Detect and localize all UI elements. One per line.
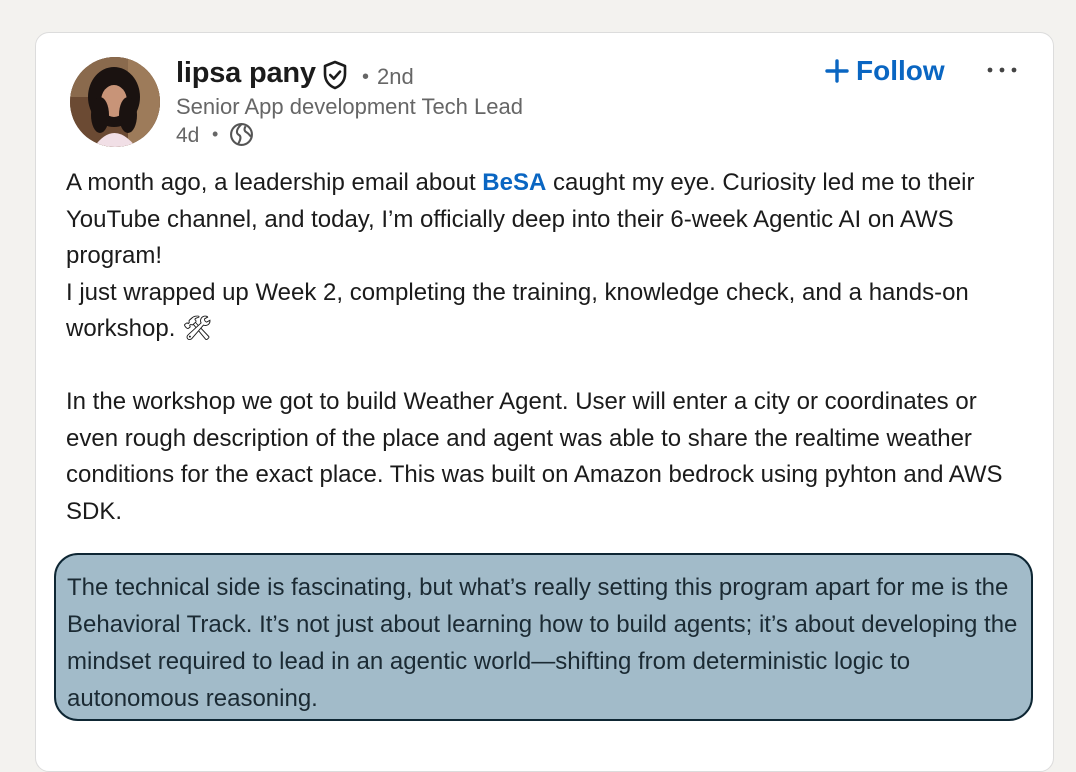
time-separator: • bbox=[212, 124, 219, 144]
ellipsis-icon[interactable] bbox=[984, 55, 1020, 85]
post-age: 4d bbox=[176, 124, 200, 147]
paragraph-gap bbox=[66, 348, 1021, 385]
para1-start: A month ago, a leadership email about bbox=[66, 169, 483, 196]
highlighted-passage bbox=[54, 553, 1033, 721]
para1-end: caught my eye. Curiosity led me to their YouTube channel, and today, I’m officially deep into their 6-week Agentic AI on AWS program! bbox=[66, 169, 975, 269]
post-text bbox=[66, 165, 1021, 530]
author-name[interactable]: lipsa pany bbox=[176, 57, 316, 89]
follow-label: Follow bbox=[856, 55, 945, 86]
degree-separator: • bbox=[362, 66, 370, 88]
post-paragraph: I just wrapped up Week 2, completing the training, knowledge check, and a hands-on workshop. 🛠 bbox=[66, 278, 969, 342]
post-card bbox=[35, 32, 1054, 772]
author-headline: Senior App development Tech Lead bbox=[176, 94, 523, 119]
mention-link-besa[interactable]: BeSA bbox=[482, 169, 547, 196]
plus-icon bbox=[824, 58, 850, 84]
profile-photo bbox=[70, 57, 160, 147]
avatar[interactable] bbox=[70, 57, 160, 147]
highlighted-text: The technical side is fascinating, but what’s really setting this program apart for me is the Behavioral Track. It’s not just about learning how to build agents; it’s about developing the mindset required to lead in an agentic world—shifting from deterministic logic to autonomous reasoning. bbox=[67, 574, 1018, 712]
post-paragraph bbox=[66, 165, 1021, 275]
shield-check-icon bbox=[322, 60, 348, 90]
follow-button[interactable] bbox=[824, 51, 945, 91]
globe-icon bbox=[229, 122, 254, 147]
post-paragraph: In the workshop we got to build Weather Agent. User will enter a city or coordinates or even rough description of the place and agent was able to share the realtime weather conditions for the exact place. This was built on Amazon bedrock using pyhton and AWS SDK. bbox=[66, 388, 1003, 525]
connection-degree: 2nd bbox=[377, 64, 414, 89]
